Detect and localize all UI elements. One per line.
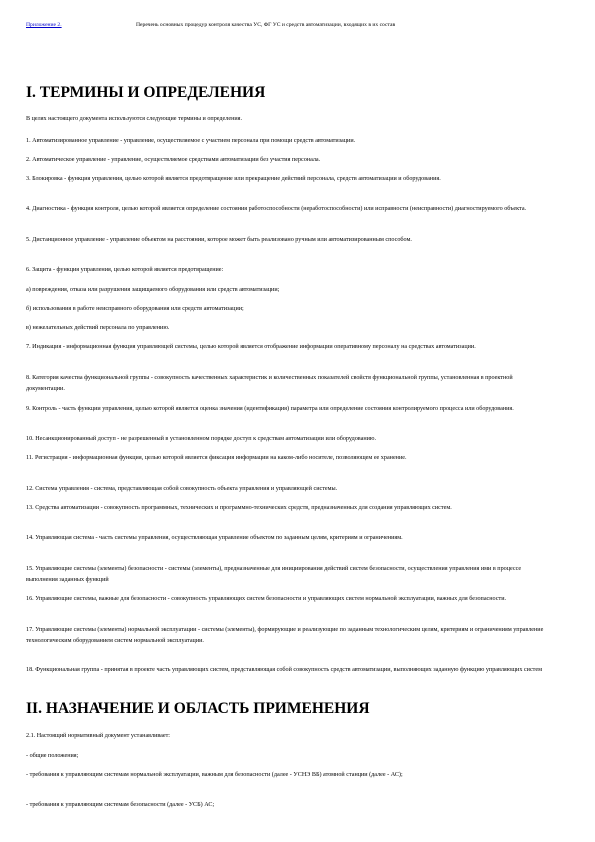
term-paragraph: 10. Несанкционированный доступ - не разрешенный в установленном порядке доступ к средствам автоматизации или оборудованию. xyxy=(26,436,377,442)
term-paragraph: 3. Блокировка - функция управления, целью которой является предотвращение или прекращение действий персонала, средств автоматизации и оборудования. xyxy=(26,176,441,182)
term-paragraph: 16. Управляющие системы, важные для безопасности - совокупность управляющих систем безопасности и управляющих систем нормальной эксплуатации, важных для безопасности. xyxy=(26,596,507,602)
term-paragraph: 9. Контроль - часть функции управления, целью которой является оценка значения (идентификация) параметра или определение состояния контролируемого процесса или оборудования. xyxy=(26,406,514,412)
term-paragraph: 1. Автоматизированное управление - управление, осуществляемое с участием персонала при помощи средств автоматизации. xyxy=(26,138,356,144)
term-paragraph: 17. Управляющие системы (элементы) нормальной эксплуатации - системы (элементы), формирующие и реализующие по заданным технологическим целям, критериям и ограничениям управление технологическим оборудованием систем нормальной эксплуатации. xyxy=(26,627,544,644)
term-paragraph: 11. Регистрация - информационная функция, целью которой является фиксация информации на каком-либо носителе, позволяющем ее хранение. xyxy=(26,455,407,461)
intro-paragraph: В целях настоящего документа используются следующие термины и определения. xyxy=(26,116,243,122)
term-paragraph: в) нежелательных действий персонала по управлению. xyxy=(26,325,170,331)
term-paragraph: 2. Автоматическое управление - управление, осуществляемое средствами автоматизации без участия персонала. xyxy=(26,157,321,163)
term-paragraph: 14. Управляющая система - часть системы управления, осуществляющая управление объектом по заданным целям, критериям и ограничениям. xyxy=(26,535,403,541)
term-paragraph: 7. Индикация - информационная функция управляющей системы, целью которой является отображение информации оперативному персоналу на средствах автоматизации. xyxy=(26,344,476,350)
term-paragraph: б) использования в работе неисправного оборудования или средств автоматизации; xyxy=(26,306,244,312)
clause-paragraph: - требования к управляющим системам безопасности (далее - УСБ) АС; xyxy=(26,802,215,808)
section-1-heading: I. ТЕРМИНЫ И ОПРЕДЕЛЕНИЯ xyxy=(26,84,266,101)
term-paragraph: 13. Средства автоматизации - совокупность программных, технических и программно-технических средств, предназначенных для создания управляющих систем. xyxy=(26,505,452,511)
term-paragraph: 6. Защита - функция управления, целью которой является предотвращение: xyxy=(26,267,224,273)
appendix-link[interactable]: Приложение 2. xyxy=(26,22,62,28)
section-2-heading: II. НАЗНАЧЕНИЕ И ОБЛАСТЬ ПРИМЕНЕНИЯ xyxy=(26,700,370,717)
clause-paragraph: - требования к управляющим системам нормальной эксплуатации, важным для безопасности (далее - УСНЭ ВБ) атомной станции (далее - АС); xyxy=(26,772,403,778)
term-paragraph: 4. Диагностика - функция контроля, целью которой является определение состояния работоспособности (неработоспособности) или исправности (неисправности) диагностируемого объекта. xyxy=(26,206,527,212)
term-paragraph: 18. Функциональная группа - принятая в проекте часть управляющих систем, представляющая собой совокупность средств автоматизации, выполняющих заданную функцию управляющих систем xyxy=(26,667,542,673)
term-paragraph: 15. Управляющие системы (элементы) безопасности - системы (элементы), предназначенные для инициирования действий систем безопасности, осуществления управления ими в процессе выполнения заданных функций xyxy=(26,566,522,583)
term-paragraph: а) повреждения, отказа или разрушения защищаемого оборудования или средств автоматизации; xyxy=(26,287,280,293)
clause-paragraph: 2.1. Настоящий нормативный документ устанавливает: xyxy=(26,733,171,739)
term-paragraph: 12. Система управления - система, представляющая собой совокупность объекта управления и управляющей системы. xyxy=(26,486,338,492)
clause-paragraph: - общие положения; xyxy=(26,753,79,759)
term-paragraph: 5. Дистанционное управление - управление объектом на расстоянии, которое может быть реализовано ручным или автоматизированным способом. xyxy=(26,237,412,243)
header-title: Перечень основных процедур контроля качества УС, ФГ УС и средств автоматизации, входящих в их состав xyxy=(136,22,396,28)
term-paragraph: 8. Категория качества функциональной группы - совокупность качественных характеристик и количественных показателей свойств функциональной группы, установленная в проектной документации. xyxy=(26,375,513,392)
